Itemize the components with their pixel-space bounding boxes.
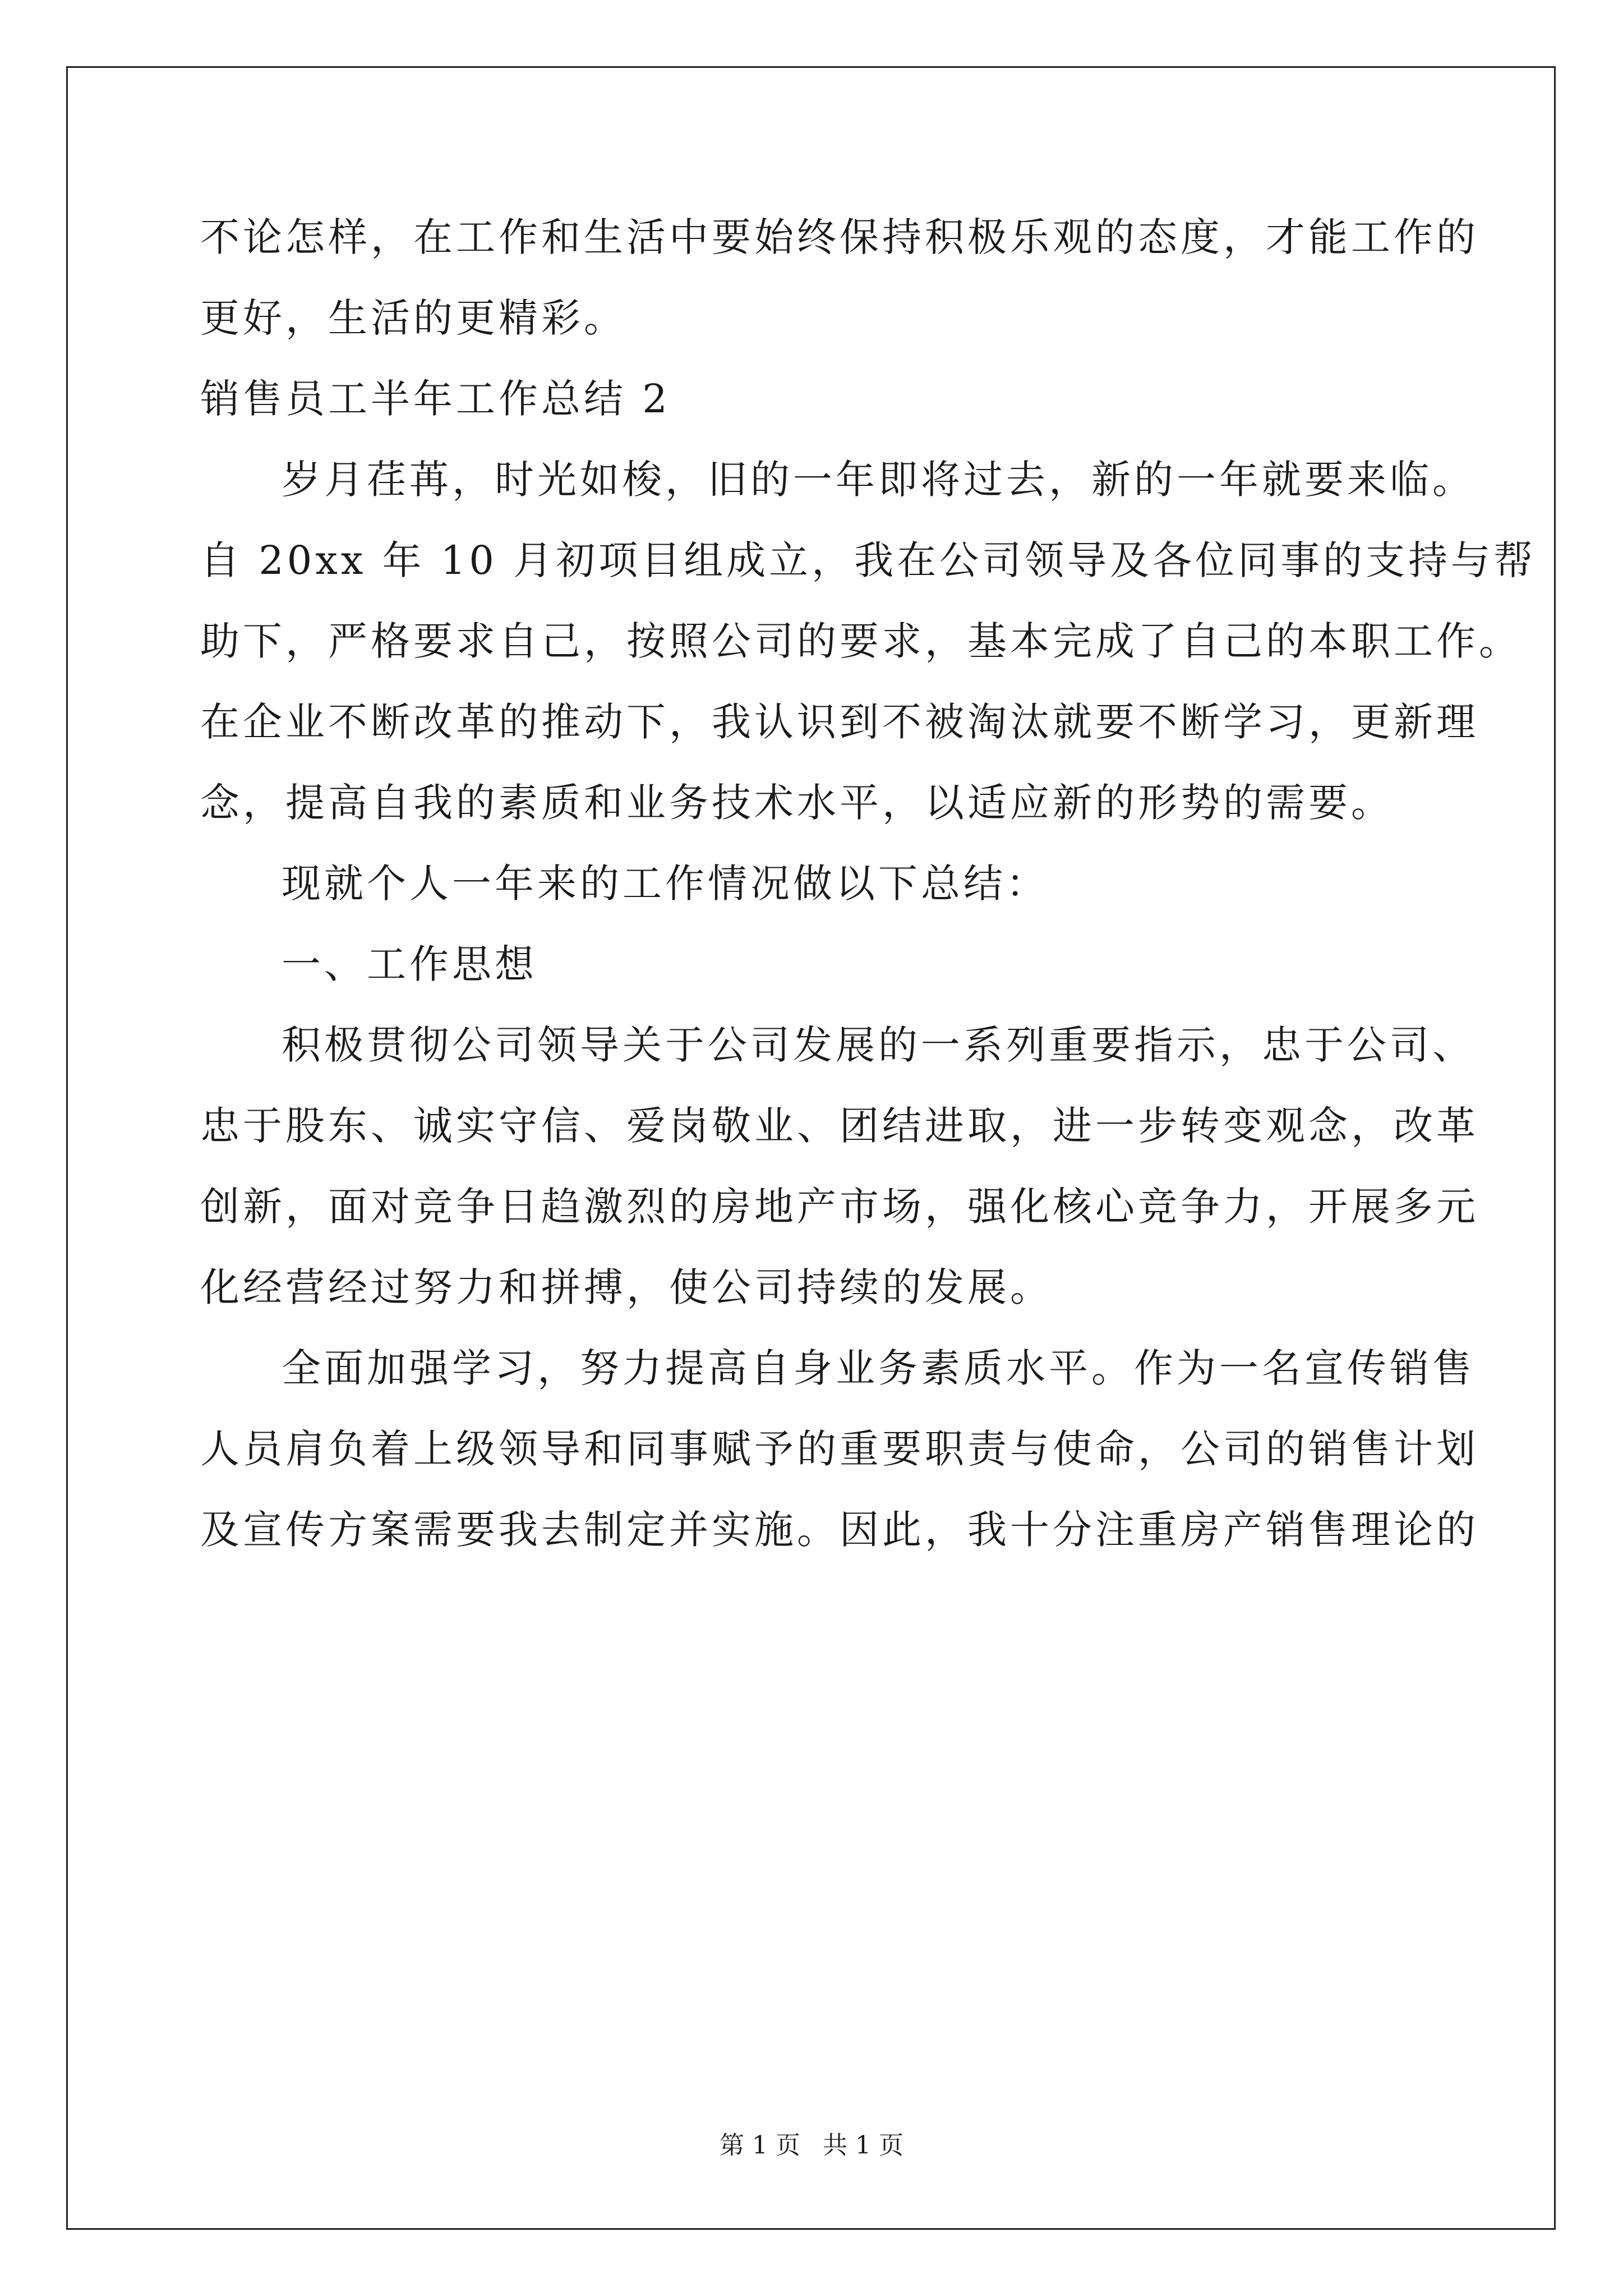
subsection-heading: 一、工作思想 <box>282 941 537 987</box>
paragraph-line: 忠于股东、诚实守信、爱岗敬业、团结进取，进一步转变观念，改革 <box>200 1103 1479 1149</box>
page-total: 共 1 页 <box>823 2131 903 2160</box>
paragraph-line: 岁月荏苒，时光如梭，旧的一年即将过去，新的一年就要来临。 <box>282 457 1475 503</box>
section-heading: 销售员工半年工作总结 2 <box>200 376 671 422</box>
paragraph-line: 现就个人一年来的工作情况做以下总结： <box>282 861 1049 907</box>
page-number: 第 1 页 <box>720 2131 800 2160</box>
paragraph-line: 化经营经过努力和拼搏，使公司持续的发展。 <box>200 1264 1053 1310</box>
paragraph-line: 更好，生活的更精彩。 <box>200 295 626 341</box>
page-footer <box>0 2132 1623 2160</box>
paragraph-line: 人员肩负着上级领导和同事赋予的重要职责与使命，公司的销售计划 <box>200 1426 1479 1472</box>
paragraph-line: 念，提高自我的素质和业务技术水平，以适应新的形势的需要。 <box>200 780 1394 826</box>
paragraph-line: 创新，面对竞争日趋激烈的房地产市场，强化核心竞争力，开展多元 <box>200 1184 1479 1230</box>
paragraph-line: 积极贯彻公司领导关于公司发展的一系列重要指示，忠于公司、 <box>282 1022 1475 1068</box>
paragraph-line: 不论怎样，在工作和生活中要始终保持积极乐观的态度，才能工作的 <box>200 214 1479 260</box>
paragraph-line: 在企业不断改革的推动下，我认识到不被淘汰就要不断学习，更新理 <box>200 699 1479 745</box>
paragraph-line: 全面加强学习，努力提高自身业务素质水平。作为一名宣传销售 <box>282 1345 1475 1391</box>
paragraph-line: 助下，严格要求自己，按照公司的要求，基本完成了自己的本职工作。 <box>200 618 1521 664</box>
paragraph-line: 及宣传方案需要我去制定并实施。因此，我十分注重房产销售理论的 <box>200 1507 1479 1553</box>
paragraph-line: 自 20xx 年 10 月初项目组成立，我在公司领导及各位同事的支持与帮 <box>200 537 1537 583</box>
